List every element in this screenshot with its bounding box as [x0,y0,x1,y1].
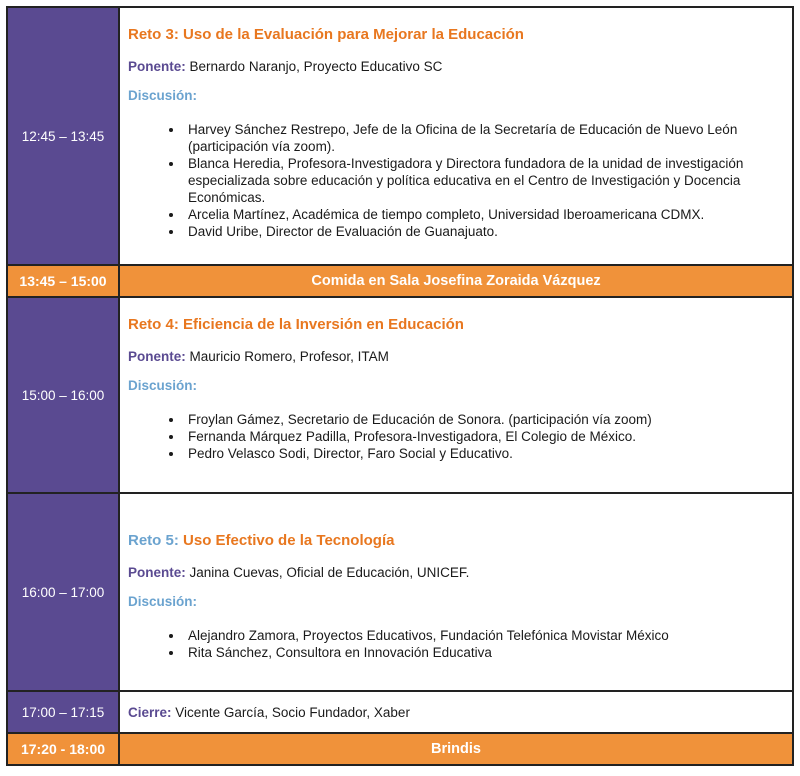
schedule-row-cierre [7,691,793,733]
time-cell: 17:00 – 17:15 [7,691,119,733]
lunch-banner: Comida en Sala Josefina Zoraida Vázquez [119,265,793,297]
list-item: • Fernanda Márquez Padilla, Profesora-Investigadora, El Colegio de México. [184,428,792,445]
session-content [119,7,793,265]
speaker-line: Ponente: Mauricio Romero, Profesor, ITAM [128,349,389,364]
schedule-row-lunch [7,265,793,297]
speaker-line: Ponente: Janina Cuevas, Oficial de Educación, UNICEF. [128,565,470,580]
closing-content: Cierre: Vicente García, Socio Fundador, Xaber [119,691,793,733]
time-cell: 13:45 – 15:00 [7,265,119,297]
discussion-label: Discusión: [128,88,198,103]
session-content [119,297,793,493]
panelist-list [128,627,792,661]
session-title: Reto 4: Eficiencia de la Inversión en Educación [128,316,464,333]
session-title: Reto 3: Uso de la Evaluación para Mejorar la Educación [128,26,524,43]
schedule-row-reto-5 [7,493,793,691]
time-cell: 12:45 – 13:45 [7,7,119,265]
discussion-label: Discusión: [128,594,198,609]
schedule-row-reto-3 [7,7,793,265]
list-item: • Arcelia Martínez, Académica de tiempo completo, Universidad Iberoamericana CDMX. [184,206,792,223]
speaker-line: Ponente: Bernardo Naranjo, Proyecto Educativo SC [128,59,443,74]
schedule-row-brindis [7,733,793,765]
schedule-row-reto-4 [7,297,793,493]
time-cell: 15:00 – 16:00 [7,297,119,493]
list-item: • Alejandro Zamora, Proyectos Educativos, Fundación Telefónica Movistar México [184,627,792,644]
list-item: • Froylan Gámez, Secretario de Educación de Sonora. (participación vía zoom) [184,411,792,428]
list-item: • Rita Sánchez, Consultora en Innovación Educativa [184,644,792,661]
session-content [119,493,793,691]
session-title: Reto 5: Uso Efectivo de la Tecnología [128,532,395,549]
list-item: • Harvey Sánchez Restrepo, Jefe de la Oficina de la Secretaría de Educación de Nuevo León (participación vía zoom). [184,121,792,155]
brindis-banner: Brindis [119,733,793,765]
time-cell: 17:20 - 18:00 [7,733,119,765]
schedule-table [6,6,794,766]
panelist-list [128,121,792,240]
time-cell: 16:00 – 17:00 [7,493,119,691]
panelist-list [128,411,792,462]
list-item: • David Uribe, Director de Evaluación de Guanajuato. [184,223,792,240]
discussion-label: Discusión: [128,378,198,393]
list-item: • Pedro Velasco Sodi, Director, Faro Social y Educativo. [184,445,792,462]
list-item: • Blanca Heredia, Profesora-Investigadora y Directora fundadora de la unidad de investigación especializada sobre educación y política educativa en el Centro de Investigación y Docencia Económicas. [184,155,792,206]
